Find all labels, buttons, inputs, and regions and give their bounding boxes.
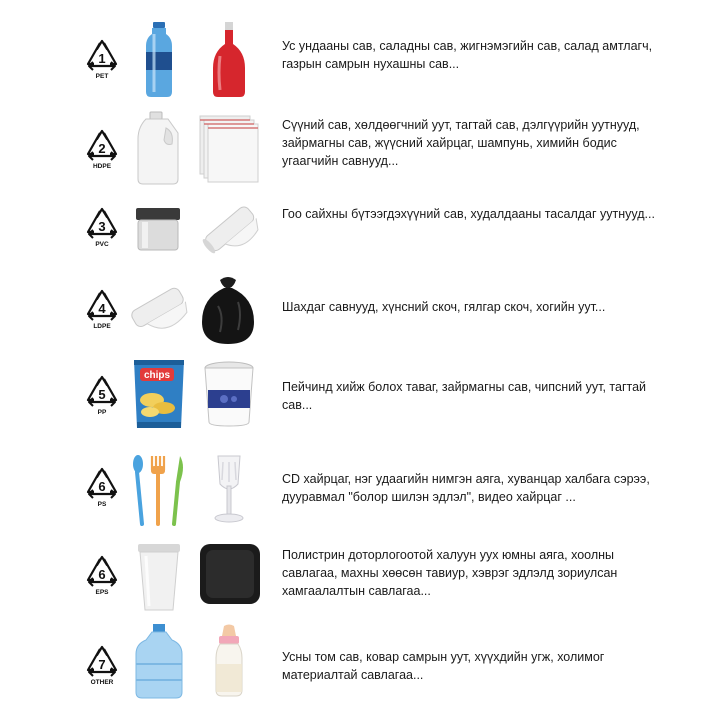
item-description: Шахдаг савнууд, хүнсний скоч, гялгар скоч, хогийн уут... (282, 300, 606, 314)
item-description: Усны том сав, ковар самрын уут, хүүхдийн угж, холимог материалтай савлагаа... (282, 650, 605, 682)
plastic-row-eps (0, 538, 725, 618)
recycle-code-4-icon (80, 288, 124, 332)
item-description: Ус ундааны сав, саладны сав, жигнэмэгийн сав, салад амтлагч, газрын самрын нухашны сав... (282, 39, 653, 71)
plastic-row-ps (0, 452, 725, 532)
recycle-code: OTHER (90, 679, 114, 686)
plastic-row-other (0, 624, 725, 704)
garbage-bag-icon (196, 272, 262, 348)
plastic-row-hdpe (0, 110, 725, 190)
recycle-code: PET (95, 73, 109, 80)
recycle-code-2-icon (80, 128, 124, 172)
plastic-wine-glass-icon (196, 452, 262, 528)
cosmetic-jar-icon (128, 190, 190, 266)
yogurt-cup-icon (196, 356, 262, 432)
milk-jug-icon (128, 110, 190, 186)
recycle-code-1-icon (80, 38, 124, 82)
recycle-number: 6 (98, 479, 106, 494)
recycle-code: EPS (95, 589, 109, 596)
item-description: Гоо сайхны бүтээгдэхүүний сав, худалдааны тасалдаг уутнууд... (282, 207, 655, 221)
recycle-code-6-icon (80, 466, 124, 510)
recycle-code: PVC (95, 241, 109, 248)
item-description: Полистрин доторлогоотой халуун уух юмны аяга, хоолны савлагаа, махны хөөсөн тавиур, хэврэг эдлэлд зориулсан хамгаалалтын савлагаа... (282, 548, 618, 598)
item-description: Пейчинд хийж болох таваг, зайрмагны сав, чипсний уут, тагтай сав... (282, 380, 647, 412)
recycle-code: PS (97, 501, 107, 508)
foam-tray-icon (196, 538, 262, 614)
plastic-wrap-roll-icon (128, 272, 190, 348)
item-description: Сүүний сав, хөлдөөгчний уут, тагтай сав, дэлгүүрийн уутнууд, зайрмагны сав, жүүсний хайрцаг, шампунь, химийн бодис угаагчийн савнууд... (282, 118, 640, 168)
plastic-row-pvc (0, 190, 725, 270)
zip-bags-icon (196, 110, 262, 186)
recycle-code: PP (97, 409, 107, 416)
recycle-number: 7 (98, 657, 106, 672)
plastic-row-ldpe (0, 272, 725, 352)
recycle-code: HDPE (92, 163, 112, 170)
plastic-wrap-roll-icon (196, 190, 262, 266)
recycle-code-5-icon (80, 374, 124, 418)
recycle-number: 3 (98, 219, 106, 234)
recycle-code-3-icon (80, 206, 124, 250)
recycle-number: 2 (98, 141, 106, 156)
recycle-code: LDPE (93, 323, 111, 330)
paper-cup-icon (128, 538, 190, 614)
recycle-number: 5 (98, 387, 106, 402)
plastic-row-pp (0, 356, 725, 436)
plastic-cutlery-icon (128, 452, 190, 528)
recycle-code-7-icon (80, 644, 124, 688)
recycle-number: 4 (98, 301, 106, 316)
chips-bag-icon (128, 356, 190, 432)
recycle-number: 1 (98, 51, 106, 66)
recycle-code-6-eps-icon (80, 554, 124, 598)
plastic-row-pet (0, 22, 725, 102)
water-cooler-bottle-icon (128, 624, 190, 700)
baby-bottle-icon (196, 624, 262, 700)
item-description: CD хайрцаг, нэг удаагийн нимгэн аяга, хуванцар халбага сэрээ, дууравмал "болор шилэн эдлэл", видео хайрцаг ... (282, 472, 650, 504)
recycle-number: 6 (98, 567, 106, 582)
water-bottle-icon (128, 22, 190, 98)
sauce-bottle-icon (196, 22, 262, 98)
chips-label: chips (143, 370, 171, 381)
